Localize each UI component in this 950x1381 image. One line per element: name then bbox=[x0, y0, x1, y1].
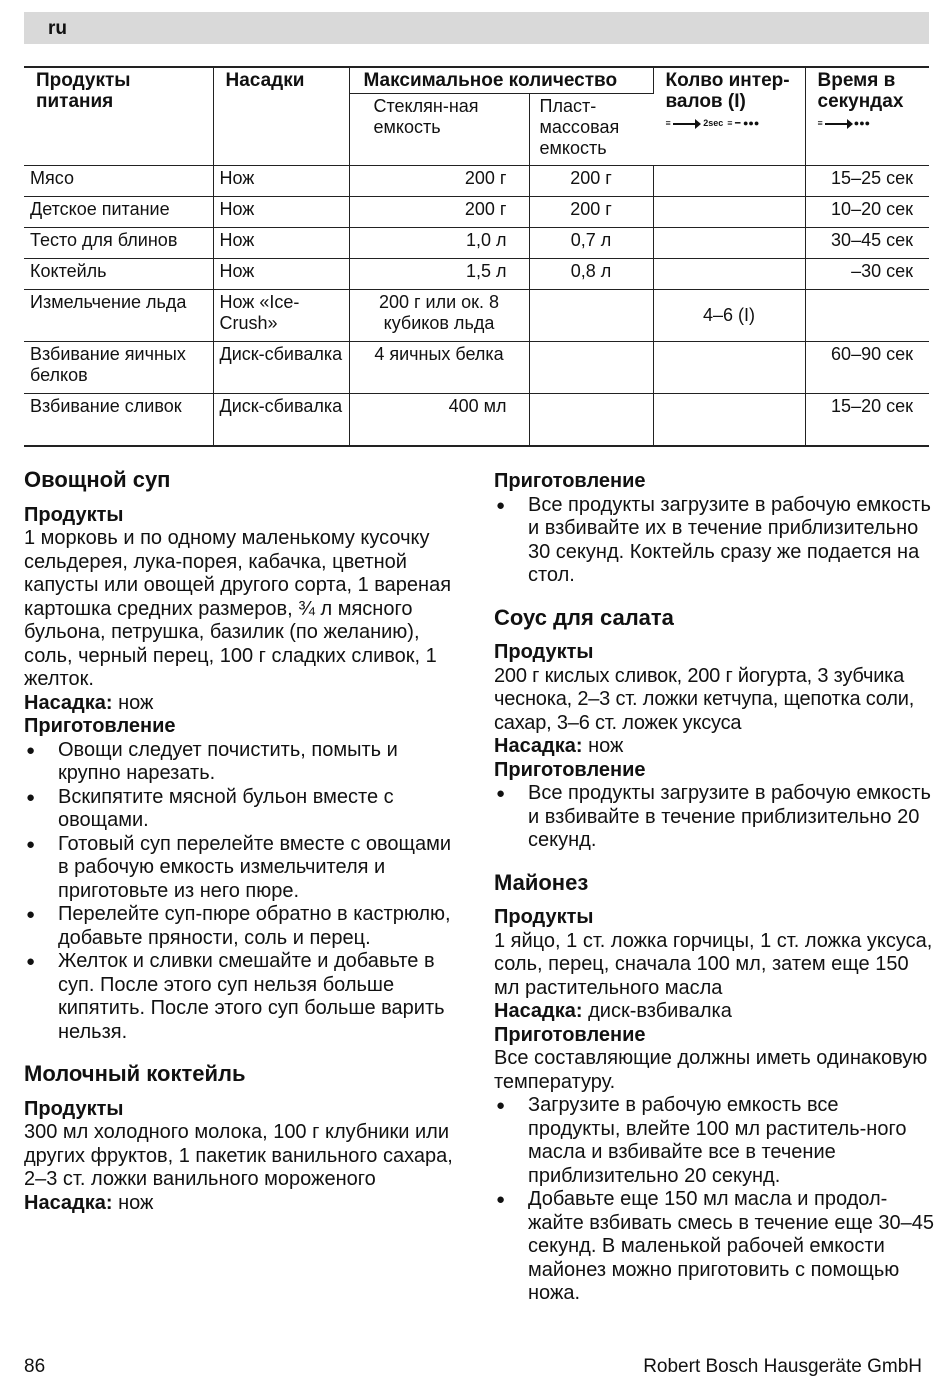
list-item: ● Перелейте суп-пюре обратно в кастрюлю, добавьте пряности, соль и перец. bbox=[24, 903, 464, 950]
attachment-label: Насадка: bbox=[24, 691, 113, 714]
preparation-heading: Приготовление bbox=[494, 470, 646, 492]
table-row bbox=[24, 197, 929, 228]
cell-attachment: Диск-сбивалка bbox=[213, 394, 349, 446]
language-code: ru bbox=[48, 18, 67, 39]
preparation-steps bbox=[24, 739, 464, 1045]
recipe-milkshake bbox=[24, 1062, 464, 1215]
cell-plastic: 0,7 л bbox=[529, 228, 653, 259]
recipe-salad-sauce bbox=[494, 606, 934, 853]
left-column bbox=[24, 468, 464, 1233]
preparation-steps bbox=[494, 494, 934, 588]
products-heading: Продукты bbox=[24, 503, 124, 526]
list-item: ● Все продукты загрузите в рабочую емкость и взбивайте в течение приблизительно 20 секунд. bbox=[494, 782, 934, 853]
cell-intervals bbox=[653, 228, 805, 259]
cell-time: 10–20 сек bbox=[805, 197, 929, 228]
attachment-line bbox=[494, 735, 934, 759]
header-plastic-bowl: Пласт-массовая емкость bbox=[529, 94, 653, 166]
recipe-mayonnaise bbox=[494, 871, 934, 1306]
preparation-heading: Приготовление bbox=[494, 758, 646, 781]
cell-intervals: 4–6 (I) bbox=[653, 290, 805, 342]
attachment-line bbox=[24, 692, 464, 716]
cell-attachment: Нож bbox=[213, 228, 349, 259]
cell-time: 60–90 сек bbox=[805, 342, 929, 394]
header-intervals-label: Колво интер-валов (I) bbox=[665, 70, 790, 112]
header-attachments: Насадки bbox=[213, 67, 349, 166]
header-time-label: Время в секундах bbox=[817, 70, 904, 112]
products-heading: Продукты bbox=[494, 906, 594, 928]
cell-product: Взбивание яичных белков bbox=[24, 342, 213, 394]
cell-time: 15–25 сек bbox=[805, 166, 929, 197]
cell-time: 30–45 сек bbox=[805, 228, 929, 259]
preparation-steps bbox=[494, 1094, 934, 1306]
header-glass-bowl: Стеклян-ная емкость bbox=[349, 94, 529, 166]
cell-product: Мясо bbox=[24, 166, 213, 197]
continuous-run-icon: ≡ ●●● bbox=[817, 118, 871, 128]
list-item: ● Загрузите в рабочую емкость все продукты, влейте 100 мл раститель-ного масла и взбивайте все в течение приблизительно 20 секунд. bbox=[494, 1094, 934, 1188]
milkshake-preparation bbox=[494, 470, 934, 588]
cell-product: Тесто для блинов bbox=[24, 228, 213, 259]
header-max-quantity: Максимальное количество bbox=[349, 67, 653, 94]
attachment-line bbox=[494, 1000, 934, 1024]
cell-attachment: Нож «Ice-Crush» bbox=[213, 290, 349, 342]
table-row bbox=[24, 166, 929, 197]
interval-pulse-icon: ≡ 2sec ≡ ━ ●●● bbox=[665, 118, 760, 128]
list-item: ● Овощи следует почистить, помыть и крупно нарезать. bbox=[24, 739, 464, 786]
table-row bbox=[24, 228, 929, 259]
recipe-title: Соус для салата bbox=[494, 604, 674, 630]
preparation-note: Все составляющие должны иметь одинаковую температуру. bbox=[494, 1047, 928, 1093]
page-number: 86 bbox=[24, 1356, 46, 1377]
interval-sec-label-1: 2sec bbox=[703, 118, 724, 128]
cell-attachment: Диск-сбивалка bbox=[213, 342, 349, 394]
cell-attachment: Нож bbox=[213, 197, 349, 228]
attachment-line bbox=[24, 1192, 464, 1216]
attachment-value: нож bbox=[582, 735, 624, 757]
attachment-label: Насадка: bbox=[24, 1191, 113, 1214]
cell-plastic bbox=[529, 290, 653, 342]
right-column bbox=[494, 470, 934, 1324]
preparation-steps bbox=[494, 782, 934, 853]
cell-glass: 1,5 л bbox=[349, 259, 529, 290]
cell-intervals bbox=[653, 342, 805, 394]
cell-time: 15–20 сек bbox=[805, 394, 929, 446]
header-products: Продукты питания bbox=[24, 67, 213, 166]
language-bar bbox=[24, 12, 929, 44]
table-row bbox=[24, 342, 929, 394]
cell-attachment: Нож bbox=[213, 166, 349, 197]
products-text: 200 г кислых сливок, 200 г йогурта, 3 зубчика чеснока, 2–3 ст. ложки кетчупа, щепотка соли, сахар, 3–6 ст. ложек уксуса bbox=[494, 664, 915, 734]
cell-glass: 200 г или ок. 8 кубиков льда bbox=[349, 290, 529, 342]
cell-intervals bbox=[653, 166, 805, 197]
recipe-title: Овощной суп bbox=[24, 467, 171, 492]
products-heading: Продукты bbox=[494, 641, 594, 663]
cell-glass: 4 яичных белка bbox=[349, 342, 529, 394]
list-item: ● Готовый суп перелейте вместе с овощами в рабочую емкость измельчителя и приготовьте из него пюре. bbox=[24, 833, 464, 904]
company-name: Robert Bosch Hausgeräte GmbH bbox=[643, 1356, 922, 1377]
list-item: ● Вскипятите мясной бульон вместе с овощами. bbox=[24, 786, 464, 833]
list-item: ● Желток и сливки смешайте и добавьте в суп. После этого суп нельзя больше кипятить. После этого суп больше варить нельзя. bbox=[24, 950, 464, 1044]
cell-glass: 200 г bbox=[349, 197, 529, 228]
table-row bbox=[24, 290, 929, 342]
cell-product: Измельчение льда bbox=[24, 290, 213, 342]
products-text: 300 мл холодного молока, 100 г клубники или других фруктов, 1 пакетик ванильного сахара, 2–3 ст. ложки ванильного мороженого bbox=[24, 1121, 453, 1190]
cell-intervals bbox=[653, 197, 805, 228]
cell-product: Детское питание bbox=[24, 197, 213, 228]
cell-time: –30 сек bbox=[805, 259, 929, 290]
products-text: 1 яйцо, 1 ст. ложка горчицы, 1 ст. ложка уксуса, соль, перец, сначала 100 мл, затем еще 150 мл растительного масла bbox=[494, 929, 933, 999]
cell-intervals bbox=[653, 394, 805, 446]
list-item: ● Добавьте еще 150 мл масла и продол-жайте взбивать смесь в течение еще 30–45 секунд. В маленькой рабочей емкости майонез можно приготовить с помощью ножа. bbox=[494, 1188, 934, 1306]
products-table bbox=[24, 66, 929, 447]
preparation-heading: Приготовление bbox=[494, 1023, 646, 1046]
cell-plastic bbox=[529, 342, 653, 394]
recipe-title: Молочный коктейль bbox=[24, 1061, 246, 1086]
cell-product: Взбивание сливок bbox=[24, 394, 213, 446]
header-intervals bbox=[653, 67, 805, 166]
cell-glass: 200 г bbox=[349, 166, 529, 197]
attachment-value: нож bbox=[112, 1191, 154, 1214]
table-row bbox=[24, 259, 929, 290]
cell-plastic: 200 г bbox=[529, 197, 653, 228]
list-item: ● Все продукты загрузите в рабочую емкость и взбивайте их в течение приблизительно 30 секунд. Коктейль сразу же подается на стол. bbox=[494, 494, 934, 588]
cell-glass: 1,0 л bbox=[349, 228, 529, 259]
table-row bbox=[24, 394, 929, 446]
attachment-label: Насадка: bbox=[494, 1000, 583, 1022]
cell-attachment: Нож bbox=[213, 259, 349, 290]
cell-plastic: 200 г bbox=[529, 166, 653, 197]
attachment-label: Насадка: bbox=[494, 735, 583, 757]
recipe-vegetable-soup bbox=[24, 468, 464, 1044]
cell-intervals bbox=[653, 259, 805, 290]
cell-product: Коктейль bbox=[24, 259, 213, 290]
products-heading: Продукты bbox=[24, 1097, 124, 1120]
cell-glass: 400 мл bbox=[349, 394, 529, 446]
preparation-heading: Приготовление bbox=[24, 715, 176, 737]
products-text: 1 морковь и по одному маленькому кусочку сельдерея, лука-порея, кабачка, цветной капусты или овощей другого сорта, 1 вареная картошка средних размеров, ¾ л мясного бульона, петрушка, базилик (по желанию), соль, черный перец, 100 г сладких сливок, 1 желток. bbox=[24, 527, 452, 690]
attachment-value: диск-взбивалка bbox=[582, 1000, 732, 1022]
cell-time bbox=[805, 290, 929, 342]
cell-plastic bbox=[529, 394, 653, 446]
attachment-value: нож bbox=[112, 691, 154, 714]
recipe-title: Майонез bbox=[494, 869, 589, 895]
cell-plastic: 0,8 л bbox=[529, 259, 653, 290]
header-time bbox=[805, 67, 929, 166]
